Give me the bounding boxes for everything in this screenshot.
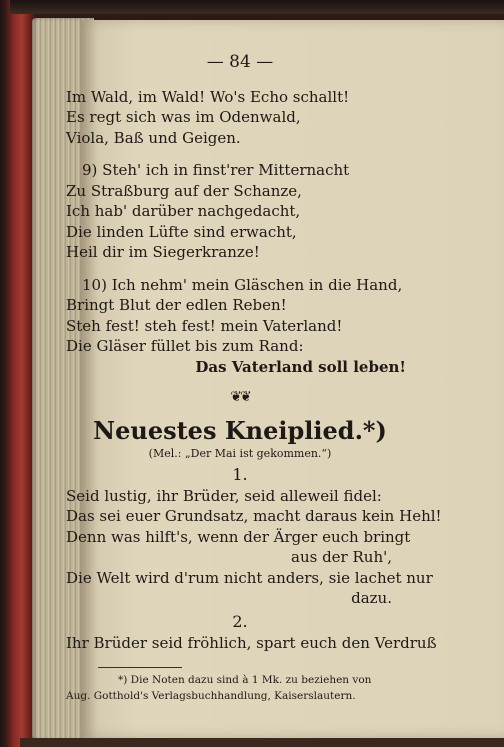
poem-line: Viola, Baß und Geigen. bbox=[66, 128, 241, 147]
footnote-line: Aug. Gotthold's Verlagsbuchhandlung, Kaiserslautern. bbox=[66, 690, 356, 702]
poem-line: Ich hab' darüber nachgedacht, bbox=[66, 202, 301, 220]
top-shadow bbox=[10, 0, 504, 14]
melody-note: (Mel.: „Der Mai ist gekommen.“) bbox=[148, 446, 332, 460]
song-line: Denn was hilft's, wenn der Ärger euch bringt bbox=[66, 527, 411, 546]
song-line: Ihr Brüder seid fröhlich, spart euch den Verdruß bbox=[66, 633, 437, 652]
poem-line: 10) Ich nehm' mein Gläschen in die Hand, bbox=[82, 275, 403, 294]
poem-line: Es regt sich was im Odenwald, bbox=[66, 108, 301, 126]
footnote-line: *) Die Noten dazu sind à 1 Mk. zu beziehen von bbox=[118, 674, 372, 686]
song-title: Neuestes Kneiplied.*) bbox=[93, 415, 387, 445]
stanza-9 bbox=[66, 160, 414, 263]
poem-closing-line: Das Vaterland soll leben! bbox=[195, 357, 406, 376]
verse-number: 2. bbox=[232, 611, 248, 631]
poem-line: Steh fest! steh fest! mein Vaterland! bbox=[66, 316, 343, 335]
bottom-shadow bbox=[20, 738, 504, 747]
poem-line: 9) Steh' ich in finst'rer Mitternacht bbox=[82, 161, 350, 179]
poem-line: Bringt Blut der edlen Reben! bbox=[66, 296, 287, 314]
stanza-10 bbox=[66, 275, 414, 378]
song-line: Seid lustig, ihr Brüder, seid alleweil fidel: bbox=[66, 486, 382, 505]
song-line: Die Welt wird d'rum nicht anders, sie lachet nur bbox=[66, 568, 433, 587]
footnote-rule bbox=[98, 667, 182, 668]
ornament-divider: ❦❦ bbox=[230, 389, 250, 405]
footnote bbox=[66, 672, 414, 704]
poem-line: Die linden Lüfte sind erwacht, bbox=[66, 222, 297, 241]
poem-line: Im Wald, im Wald! Wo's Echo schallt! bbox=[66, 87, 350, 106]
poem-line: Zu Straßburg auf der Schanze, bbox=[66, 181, 302, 200]
verse-number: 1. bbox=[232, 464, 248, 484]
verse-1 bbox=[66, 486, 442, 609]
song-line-continuation: aus der Ruh', bbox=[291, 548, 392, 566]
poem-line: Heil dir im Siegerkranze! bbox=[66, 243, 260, 261]
page-number: — 84 — bbox=[206, 52, 274, 72]
stanza-continuation bbox=[66, 87, 414, 149]
song-line: Das sei euer Grundsatz, macht daraus kein Hehl! bbox=[66, 507, 442, 525]
song-line-continuation: dazu. bbox=[351, 589, 392, 607]
page-content bbox=[66, 52, 442, 704]
poem-line: Die Gläser füllet bis zum Rand: bbox=[66, 337, 304, 355]
verse-2 bbox=[66, 633, 437, 654]
